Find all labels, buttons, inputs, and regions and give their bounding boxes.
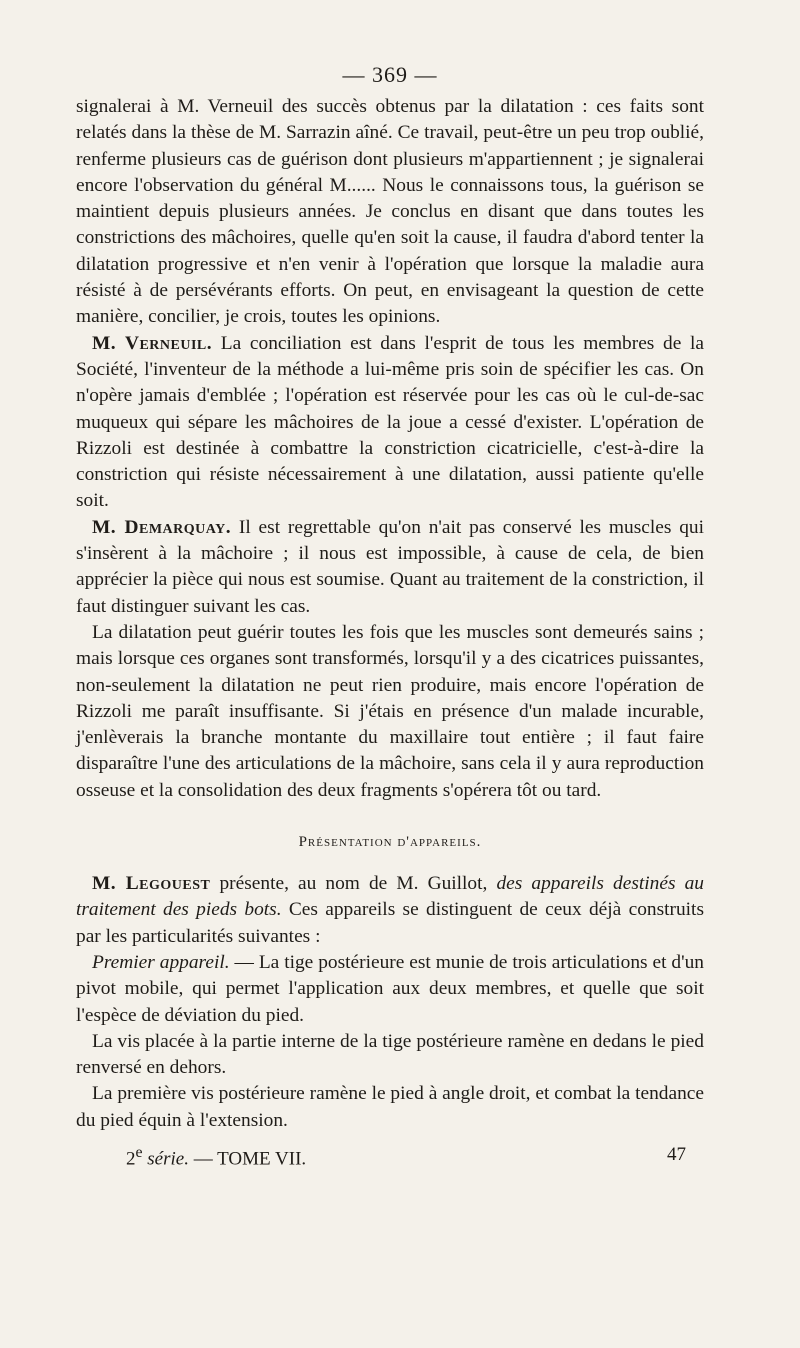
premier-appareil-heading: Premier appareil. bbox=[92, 951, 230, 973]
vis-interne-text: La vis placée à la partie interne de la tige postérieure ramène en dedans le pied renversé en dehors. bbox=[76, 1030, 704, 1079]
premier-appareil-text: — La tige postérieure est munie de trois articulations et d'un pivot mobile, qui permet l'application aux deux membres, et quelle que soit l'espèce de déviation du pied. bbox=[76, 951, 704, 1026]
speaker-verneuil: M. Verneuil. bbox=[92, 332, 213, 354]
series-word: série. bbox=[147, 1148, 189, 1170]
paragraph-verneuil-text: La conciliation est dans l'esprit de tous les membres de la Société, l'inventeur de la méthode a lui-même pris soin de spécifier les cas. On n'opère jamais d'emblée ; l'opération est réservée pour les cas où le cul-de-sac muqueux qui sépare les mâchoires de la joue a cessé d'exister. L'opération de Rizzoli est destinée à combattre la constriction cicatricielle, c'est-à-dire la constriction qui résiste nécessairement à une dilatation, aussi patiente qu'elle soit. bbox=[76, 332, 704, 512]
footer-series bbox=[126, 1144, 306, 1170]
paragraph-dilatation-text: La dilatation peut guérir toutes les fois que les muscles sont demeurés sains ; mais lorsque ces organes sont transformés, lorsqu'il y a des cicatrices puissantes, non-seulement la dilatation ne peut rien produire, mais encore l'opération de Rizzoli me paraît insuffisante. Si j'étais en présence d'un malade incurable, j'enlèverais la branche montante du maxillaire tout entière ; il faut faire disparaître l'une des articulations de la mâchoire, sans cela il y aura reproduction osseuse et la consolidation des deux fragments s'opérera tôt ou tard. bbox=[76, 621, 704, 801]
series-number: 2 bbox=[126, 1148, 136, 1170]
page-number: — 369 — bbox=[342, 62, 438, 87]
footer-signature: 47 bbox=[667, 1143, 686, 1165]
legouest-italic-title: des appareils destinés au traitement des pieds bots. bbox=[76, 873, 705, 921]
section-title: Présentation d'appareils. bbox=[298, 834, 482, 851]
paragraph-legouest bbox=[76, 871, 704, 950]
premiere-vis-text: La première vis postérieure ramène le pied à angle droit, et combat la tendance du pied équin à l'extension. bbox=[76, 1083, 704, 1131]
paragraph-demarquay bbox=[76, 515, 704, 620]
paragraph-verneuil bbox=[76, 331, 704, 515]
footer-tome: — TOME VII. bbox=[193, 1148, 307, 1170]
page-footer bbox=[76, 1144, 704, 1170]
paragraph-1 bbox=[76, 94, 704, 331]
paragraph-premiere-vis bbox=[76, 1081, 704, 1134]
series-superscript: e bbox=[135, 1143, 143, 1161]
paragraph-1-text: signalerai à M. Verneuil des succès obtenus par la dilatation : ces faits sont relatés dans la thèse de M. Sarrazin aîné. Ce travail, peut-être un peu trop oublié, renferme plusieurs cas de guérison dont plusieurs m'appartiennent ; je signalerai encore l'observation du général M...... Nous le connaissons tous, la guérison se maintient depuis plusieurs années. Je conclus en disant que dans toutes les constrictions des mâchoires, quelle qu'en soit la cause, il faudra d'abord tenter la dilatation progressive et n'en venir à l'opération que lorsque la maladie aura résisté à de persévérants efforts. On peut, en envisageant la question de cette manière, concilier, je crois, toutes les opinions. bbox=[76, 96, 704, 328]
paragraph-dilatation bbox=[76, 620, 704, 804]
paragraph-premier-appareil bbox=[76, 950, 704, 1029]
legouest-text-after: Ces appareils se distinguent de ceux déjà construits par les particularités suivantes : bbox=[76, 899, 704, 947]
paragraph-vis-interne bbox=[76, 1029, 704, 1082]
speaker-legouest: M. Legouest bbox=[92, 873, 211, 895]
paragraph-demarquay-text: Il est regrettable qu'on n'ait pas conservé les muscles qui s'insèrent à la mâchoire ; il nous est impossible, à cause de cela, de bien apprécier la pièce qui nous est soumise. Quant au traitement de la constriction, il faut distinguer suivant les cas. bbox=[76, 516, 704, 617]
speaker-demarquay: M. Demarquay. bbox=[92, 516, 232, 538]
legouest-text-before: présente, au nom de M. Guillot, bbox=[210, 873, 497, 895]
